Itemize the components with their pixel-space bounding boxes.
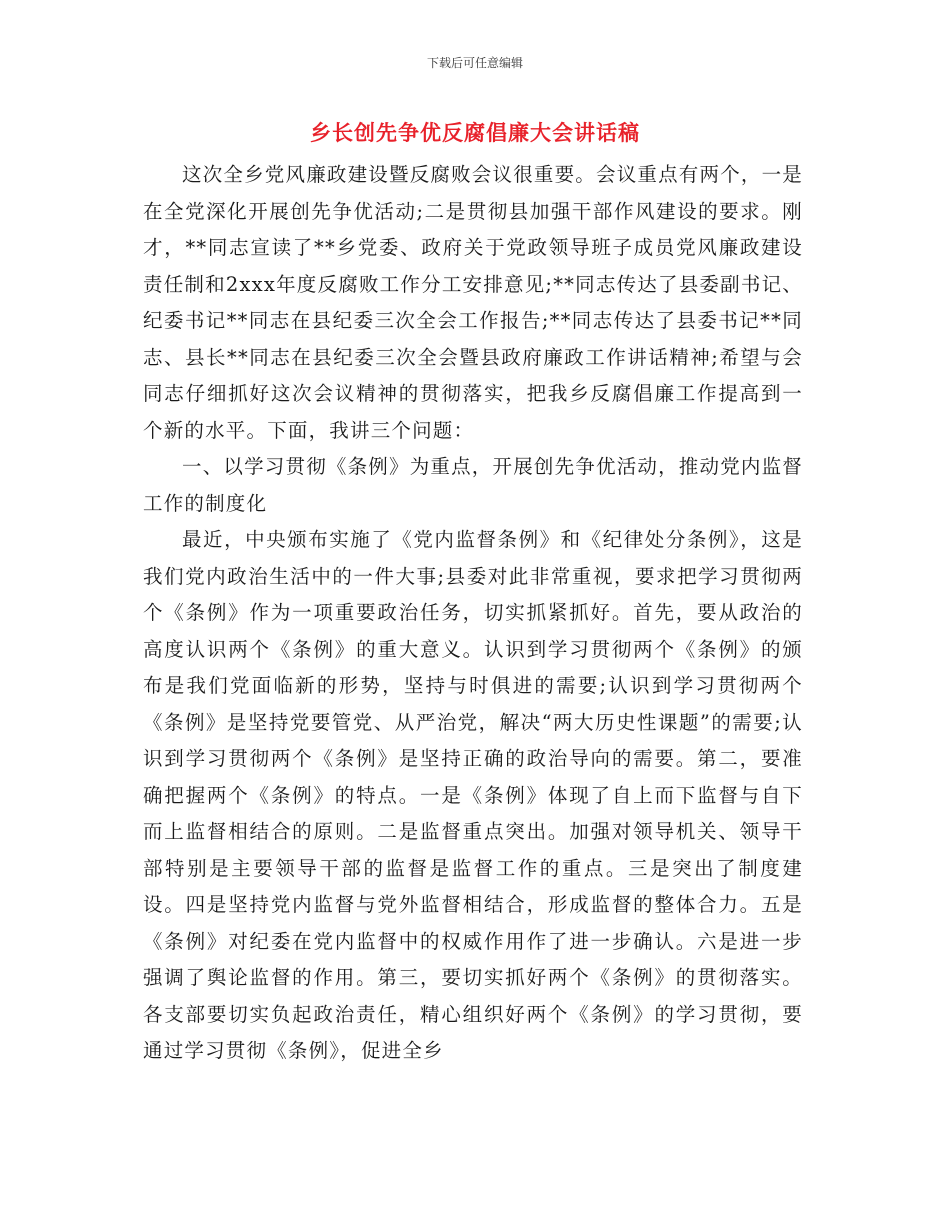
document-title: 乡长创先争优反腐倡廉大会讲话稿 xyxy=(310,121,640,145)
section-heading-1: 一、以学习贯彻《条例》为重点，开展创先争优活动，推动党内监督工作的制度化 xyxy=(143,455,804,515)
document-body xyxy=(143,157,803,1070)
paragraph-intro: 这次全乡党风廉政建设暨反腐败会议很重要。会议重点有两个，一是在全党深化开展创先争优活动;二是贯彻县加强干部作风建设的要求。刚才，**同志宣读了**乡党委、政府关于党政领导班子成员党风廉政建设责任制和2xxx年度反腐败工作分工安排意见;**同志传达了县委副书记、纪委书记**同志在县纪委三次全会工作报告;**同志传达了县委书记**同志、县长**同志在县纪委三次全会暨县政府廉政工作讲话精神;希望与会同志仔细抓好这次会议精神的贯彻落实，把我乡反腐倡廉工作提高到一个新的水平。下面，我讲三个问题： xyxy=(143,163,804,442)
page-header: 下载后可任意编辑 xyxy=(426,56,523,70)
paragraph-section-1: 最近，中央颁布实施了《党内监督条例》和《纪律处分条例》，这是我们党内政治生活中的一件大事;县委对此非常重视，要求把学习贯彻两个《条例》作为一项重要政治任务，切实抓紧抓好。首先，要从政治的高度认识两个《条例》的重大意义。认识到学习贯彻两个《条例》的颁布是我们党面临新的形势，坚持与时俱进的需要;认识到学习贯彻两个《条例》是坚持党要管党、从严治党，解决“两大历史性课题”的需要;认识到学习贯彻两个《条例》是坚持正确的政治导向的需要。第二，要准确把握两个《条例》的特点。一是《条例》体现了自上而下监督与自下而上监督相结合的原则。二是监督重点突出。加强对领导机关、领导干部特别是主要领导干部的监督是监督工作的重点。三是突出了制度建设。四是坚持党内监督与党外监督相结合，形成监督的整体合力。五是《条例》对纪委在党内监督中的权威作用作了进一步确认。六是进一步强调了舆论监督的作用。第三，要切实抓好两个《条例》的贯彻落实。各支部要切实负起政治责任，精心组织好两个《条例》的学习贯彻，要通过学习贯彻《条例》，促进全乡 xyxy=(143,528,803,1062)
